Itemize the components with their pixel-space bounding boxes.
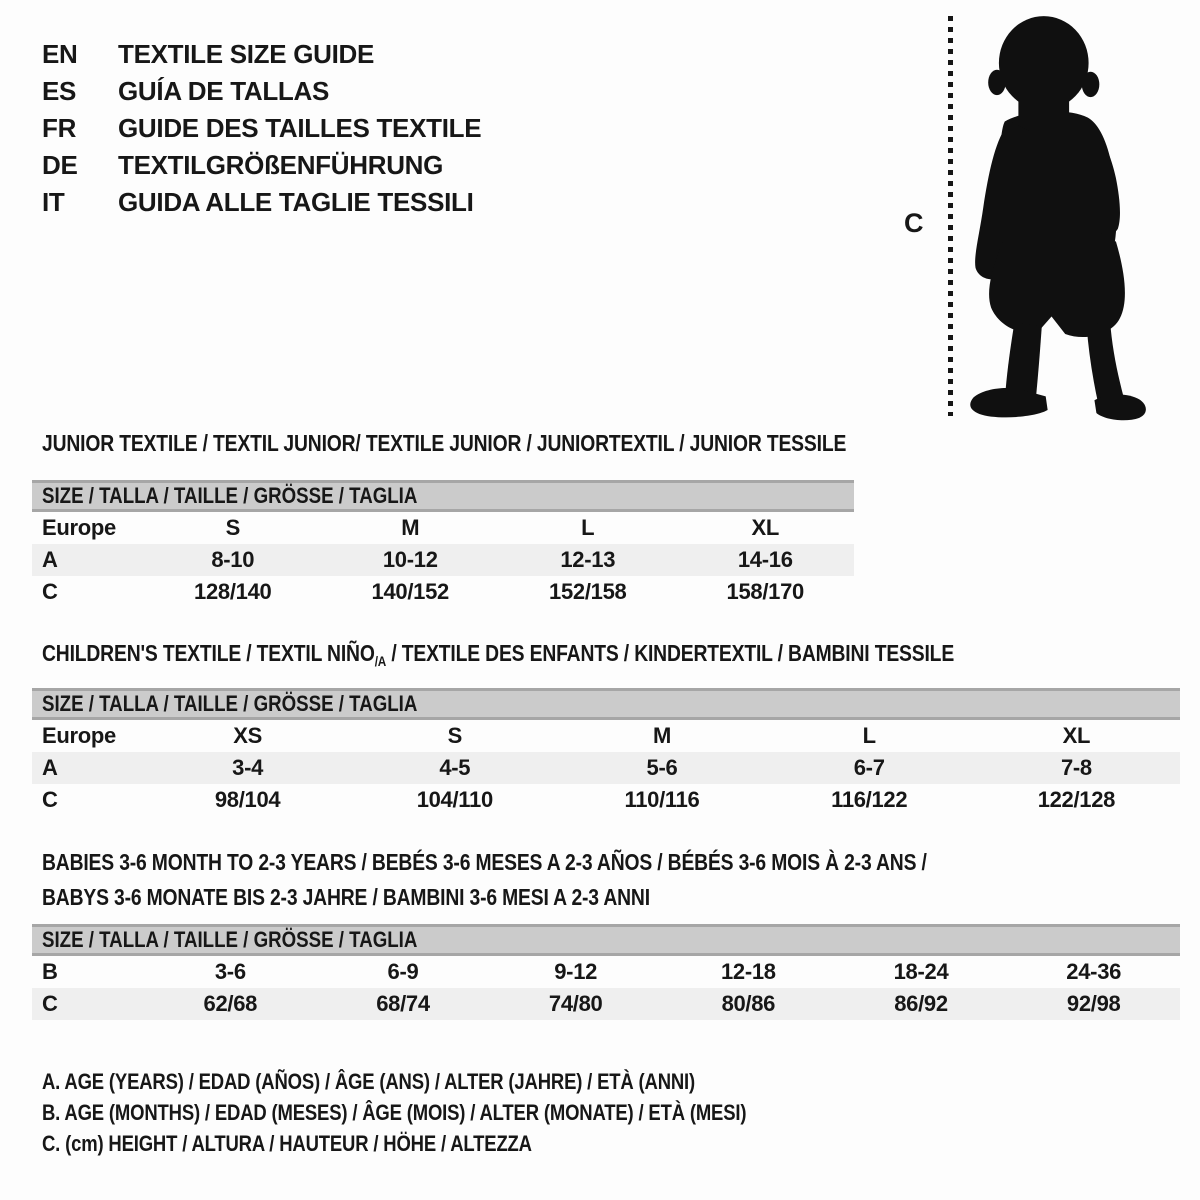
size-table-junior: [32, 480, 854, 608]
table-cell: 10-12: [382, 547, 438, 572]
table-cell: 4-5: [439, 755, 471, 780]
footnote-legend: [42, 1066, 880, 1159]
table-cell: M: [401, 515, 420, 540]
table-cell: S: [447, 723, 462, 748]
table-cell: 80/86: [721, 991, 776, 1016]
language-row: [42, 73, 481, 110]
language-code: IT: [42, 187, 65, 217]
table-cell: M: [652, 723, 672, 748]
table-cell: 7-8: [1060, 755, 1092, 780]
table-cell: 116/122: [831, 787, 908, 812]
language-label: GUÍA DE TALLAS: [118, 76, 330, 106]
heading-line-2: BABYS 3-6 MONATE BIS 2-3 JAHRE / BAMBINI 3-6 MESI A 2-3 ANNI: [42, 884, 650, 910]
table-cell: 86/92: [894, 991, 948, 1016]
language-row: [42, 147, 481, 184]
language-code: EN: [42, 39, 78, 69]
language-title-block: [42, 36, 481, 221]
measure-label-c: C: [904, 208, 924, 238]
language-code: ES: [42, 76, 77, 106]
size-table-header: [32, 924, 1180, 956]
table-cell: 152/158: [549, 579, 627, 604]
size-table-header: [32, 688, 1180, 720]
language-row: [42, 110, 481, 147]
toddler-silhouette-image: [956, 12, 1151, 422]
height-measure-dashed-line: [948, 16, 953, 416]
language-code: FR: [42, 113, 77, 143]
table-cell: 18-24: [893, 959, 949, 984]
table-row-europe: [32, 720, 1180, 752]
row-label: C: [42, 579, 58, 604]
table-cell: 92/98: [1066, 991, 1121, 1016]
table-cell: 9-12: [554, 959, 598, 984]
section-heading-junior: JUNIOR TEXTILE / TEXTIL JUNIOR/ TEXTILE JUNIOR / JUNIORTEXTIL / JUNIOR TESSILE: [42, 430, 847, 456]
row-label: B: [42, 959, 58, 984]
table-cell: 110/116: [624, 787, 700, 812]
heading-line-1: BABIES 3-6 MONTH TO 2-3 YEARS / BEBÉS 3-6 MESES A 2-3 AÑOS / BÉBÉS 3-6 MOIS À 2-3 ANS /: [42, 849, 927, 875]
table-row-height: [32, 784, 1180, 816]
size-table-header-label: SIZE / TALLA / TAILLE / GRÖSSE / TAGLIA: [42, 691, 418, 716]
language-label: GUIDE DES TAILLES TEXTILE: [118, 113, 482, 143]
table-row-age: [32, 544, 854, 576]
language-code: DE: [42, 150, 78, 180]
table-cell: L: [581, 515, 595, 540]
table-cell: 122/128: [1037, 787, 1116, 812]
table-cell: 62/68: [203, 991, 258, 1016]
table-cell: 104/110: [416, 787, 493, 812]
table-cell: 14-16: [737, 547, 793, 572]
row-label: A: [42, 547, 58, 572]
row-label: A: [42, 755, 58, 780]
size-table-children: [32, 688, 1180, 816]
language-label: TEXTILGRÖßENFÜHRUNG: [118, 150, 444, 180]
footnote-c: C. (cm) HEIGHT / ALTURA / HAUTEUR / HÖHE / ALTEZZA: [42, 1131, 532, 1156]
table-cell: 24-36: [1066, 959, 1122, 984]
size-table-header: [32, 480, 854, 512]
row-label: Europe: [42, 515, 116, 540]
language-label: TEXTILE SIZE GUIDE: [118, 39, 375, 69]
table-cell: 3-6: [214, 959, 246, 984]
language-row: [42, 36, 481, 73]
table-row-europe: [32, 512, 854, 544]
heading-subscript: /A: [374, 653, 387, 669]
table-cell: 5-6: [646, 755, 678, 780]
size-table-babies: [32, 924, 1180, 1020]
section-heading-children: [42, 640, 954, 669]
table-row-months: [32, 956, 1180, 988]
table-cell: 12-18: [720, 959, 776, 984]
table-cell: S: [225, 515, 240, 540]
table-row-height: [32, 576, 854, 608]
table-row-height: [32, 988, 1180, 1020]
table-cell: 68/74: [376, 991, 430, 1016]
table-cell: 8-10: [211, 547, 255, 572]
row-label: C: [42, 991, 58, 1016]
table-cell: 98/104: [214, 787, 281, 812]
table-cell: L: [862, 723, 876, 748]
section-heading-babies: [42, 845, 1095, 915]
row-label: Europe: [42, 723, 116, 748]
table-cell: 74/80: [548, 991, 603, 1016]
footnote-b: B. AGE (MONTHS) / EDAD (MESES) / ÂGE (MOIS) / ALTER (MONATE) / ETÀ (MESI): [42, 1100, 747, 1125]
size-table-header-label: SIZE / TALLA / TAILLE / GRÖSSE / TAGLIA: [42, 483, 418, 508]
table-cell: XS: [233, 723, 262, 748]
table-cell: 6-7: [853, 755, 885, 780]
row-label: C: [42, 787, 58, 812]
table-cell: XL: [751, 515, 779, 540]
language-row: [42, 184, 481, 221]
table-cell: 128/140: [194, 579, 272, 604]
size-table-header-label: SIZE / TALLA / TAILLE / GRÖSSE / TAGLIA: [42, 927, 418, 952]
heading-text: CHILDREN'S TEXTILE / TEXTIL NIÑO: [42, 640, 375, 666]
table-cell: 140/152: [371, 579, 449, 604]
language-label: GUIDA ALLE TAGLIE TESSILI: [118, 187, 474, 217]
table-row-age: [32, 752, 1180, 784]
table-cell: 6-9: [387, 959, 419, 984]
heading-text: / TEXTILE DES ENFANTS / KINDERTEXTIL / BAMBINI TESSILE: [386, 640, 955, 666]
footnote-a: A. AGE (YEARS) / EDAD (AÑOS) / ÂGE (ANS) / ALTER (JAHRE) / ETÀ (ANNI): [42, 1069, 696, 1094]
table-cell: XL: [1062, 723, 1091, 748]
table-cell: 3-4: [232, 755, 264, 780]
table-cell: 158/170: [726, 579, 804, 604]
table-cell: 12-13: [560, 547, 616, 572]
